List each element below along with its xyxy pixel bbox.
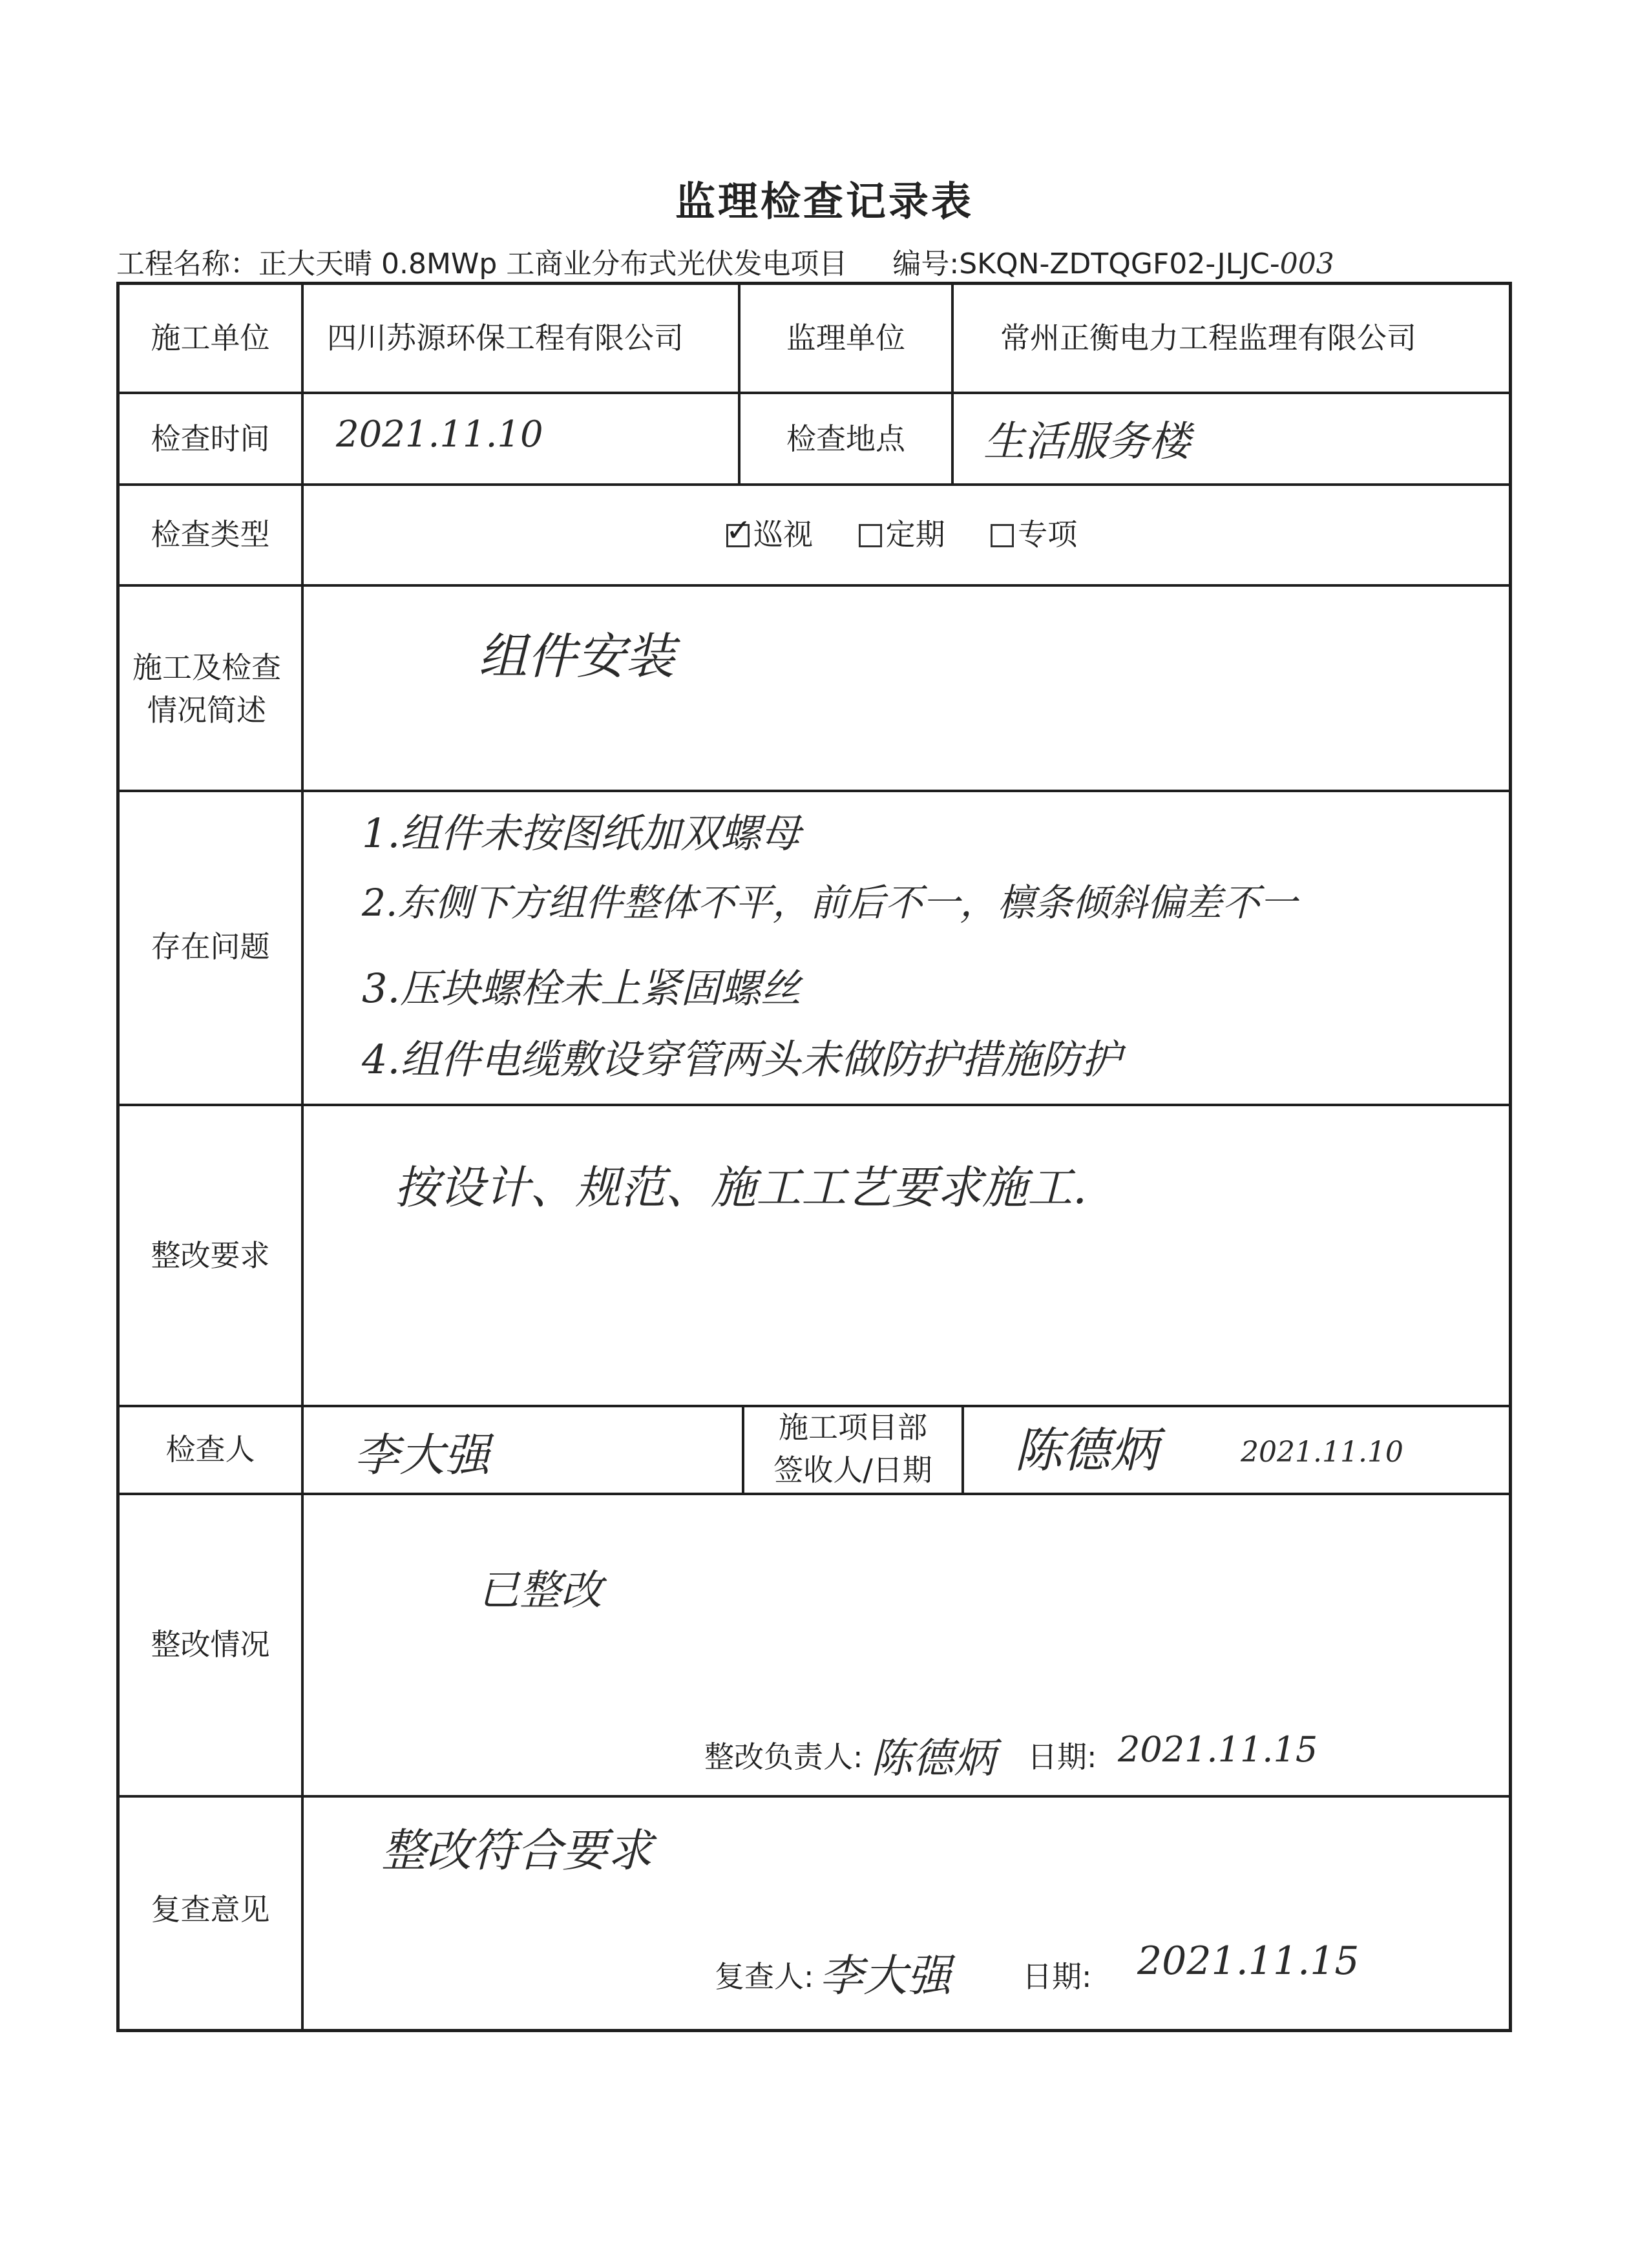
type-option-patrol[interactable] — [726, 512, 813, 552]
checkbox-checked[interactable] — [726, 512, 752, 549]
type-option-label: 巡视 — [753, 517, 813, 552]
project-line — [116, 240, 1334, 282]
review-opinion: 整改符合要求 — [381, 1824, 653, 1877]
inspector-signature: 李大强 — [354, 1429, 490, 1482]
issue-item: 3.压块螺栓未上紧固螺丝 — [362, 965, 801, 1012]
rectification-req: 按设计、规范、施工工艺要求施工. — [394, 1161, 1087, 1214]
checkbox-unchecked[interactable] — [991, 524, 1014, 547]
responsible-label: 整改负责人: — [704, 1739, 863, 1774]
review-date-label: 日期: — [1022, 1959, 1092, 1994]
inspector-label: 检查人 — [165, 1432, 255, 1467]
rectification-status: 已整改 — [478, 1567, 602, 1615]
construction-unit: 四川苏源环保工程有限公司 — [327, 320, 684, 355]
project-number-label: 编号: — [892, 247, 960, 280]
inspection-time-label: 检查时间 — [151, 421, 270, 456]
receiver-label-line: 施工项目部 — [779, 1410, 927, 1445]
responsible-signature: 陈德炳 — [871, 1735, 995, 1783]
project-name-label: 工程名称： — [116, 247, 258, 280]
inspection-type-options — [726, 513, 1113, 556]
inspection-place-label: 检查地点 — [786, 421, 905, 456]
issue-item: 1.组件未按图纸加双螺母 — [362, 810, 801, 857]
issue-item: 4.组件电缆敷设穿管两头未做防护措施防护 — [362, 1036, 1122, 1083]
responsible-date-label: 日期: — [1027, 1739, 1097, 1774]
supervision-unit: 常州正衡电力工程监理有限公司 — [1000, 320, 1416, 355]
receiver-signature: 陈德炳 — [1014, 1423, 1158, 1478]
review-date: 2021.11.15 — [1137, 1938, 1360, 1984]
project-name: 正大天晴 0.8MWp 工商业分布式光伏发电项目 — [258, 247, 848, 280]
description-label: 施工及检查情况简述 — [132, 650, 281, 728]
reviewer-label: 复查人: — [715, 1959, 814, 1994]
review-label: 复查意见 — [151, 1892, 270, 1927]
check-mark-icon: ✓ — [726, 512, 752, 549]
type-option-special[interactable] — [991, 517, 1077, 552]
construction-unit-label: 施工单位 — [151, 320, 270, 355]
inspection-type-label: 检查类型 — [151, 517, 270, 552]
type-option-periodic[interactable] — [859, 517, 945, 552]
supervision-unit-label: 监理单位 — [786, 320, 905, 355]
inspection-time: 2021.11.10 — [336, 414, 543, 456]
project-number: SKQN-ZDTQGF02-JLJC- — [959, 247, 1280, 280]
issue-item: 2.东侧下方组件整体不平，前后不一，檩条倾斜偏差不一 — [362, 881, 1297, 925]
receiver-label — [744, 1406, 961, 1491]
receiver-label-line: 签收人/日期 — [773, 1453, 932, 1487]
checkbox-unchecked[interactable] — [859, 524, 882, 547]
reviewer-signature: 李大强 — [819, 1951, 952, 2002]
receiver-date: 2021.11.10 — [1241, 1436, 1403, 1469]
description: 组件安装 — [478, 627, 675, 685]
responsible-date: 2021.11.15 — [1118, 1729, 1318, 1770]
type-option-label: 定期 — [885, 517, 945, 552]
project-number-suffix: 003 — [1279, 247, 1334, 280]
rectification-req-label: 整改要求 — [151, 1238, 270, 1273]
issues-label: 存在问题 — [151, 929, 270, 964]
form-title: 监理检查记录表 — [675, 178, 974, 225]
rectification-status-label: 整改情况 — [151, 1627, 270, 1662]
inspection-place: 生活服务楼 — [983, 418, 1190, 466]
type-option-label: 专项 — [1018, 517, 1078, 552]
